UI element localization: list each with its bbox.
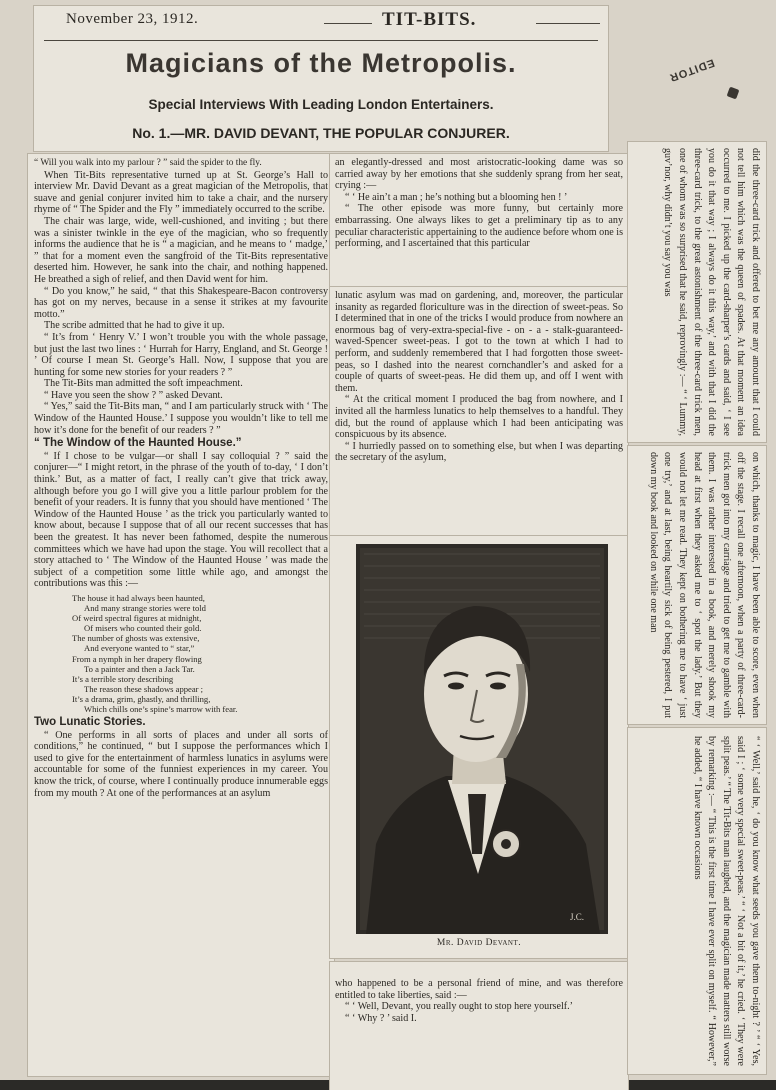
masthead-rule-left [324, 23, 372, 24]
magazine-name: TIT-BITS. [382, 9, 477, 30]
poem-line: And everyone wanted to “ star,” [84, 643, 195, 654]
paragraph: “ If I chose to be vulgar—or shall I say colloquial ? ” said the conjurer—“ I might retort, in the phrase of the youth of to-day, ‘ I don’t think.’ But, as a matter of fact, I really can’t give that trick away, although before you go I will give you a little parlour problem for the benefit of your readers. It is funny that you should have mentioned ‘ The Window of the Haunted House ’ as the trick you particularly wanted to know about, because I suppose that of all our recent successes that has been the greatest. It has never been fathomed, despite the numerous committees which we have had upon the stage. You will recollect that a story attached to ‘ The Window of the Haunted House ’ was made the subject of a competition some little while ago, and amongst the contributions was this :— [34, 450, 328, 590]
poem-line: Which chills one’s spine’s marrow with fear. [84, 704, 238, 714]
masthead [34, 6, 608, 151]
poem-line: It’s a terrible story describing [72, 673, 174, 684]
poem-line: And many strange stories were told [84, 603, 206, 614]
poem-line: The reason these shadows appear ; [84, 683, 204, 694]
rotated-text [634, 736, 762, 1066]
portrait-panel [330, 536, 628, 958]
paragraph: When Tit-Bits representative turned up at St. George’s Hall to interview Mr. David Devant as a great magician of the Metropolis, that suave and genial conjurer invited him to take a chair, and the nursery rhyme of “ The Spider and the Fly ” immediately occurred to the scribe. [34, 169, 328, 216]
poem-line: To a painter and then a Jack Tar. [84, 663, 195, 674]
masthead-rule-right [536, 23, 600, 24]
portrait-caption: Mr. David Devant. [436, 938, 522, 948]
paragraph: The scribe admitted that he had to give it up. [44, 320, 225, 332]
series-line: No. 1.—MR. DAVID DEVANT, THE POPULAR CONJURER. [132, 125, 510, 141]
column-two-top [330, 154, 628, 287]
subheading: Two Lunatic Stories. [34, 716, 146, 729]
rotated-text [634, 452, 762, 718]
poem [72, 593, 328, 714]
paragraph: lunatic asylum was mad on gardening, and, moreover, the particular insanity as regarded floriculture was in the direction of sweet-peas. So I determined that in one of the tricks I would produce from nowhere an enormous bag of very-extra-special-five - on - a - stalk-guaranteed-waved-Spencer sweet-peas. I got to the town at which I had to perform, and suddenly remembered that I had forgotten those sweet-peas, so I dashed into the nearest cornchandler’s and asked for a couple of quarts of sweet-peas. He did them up, and off I went with them. [335, 290, 623, 394]
paragraph: “ The other episode was more funny, but certainly more embarrassing. One always likes to get a preliminary tip as to any peculiar characteristic appertaining to the audience before whom one is performing, and I ascertained that this particular [335, 203, 623, 250]
paragraph: “ Yes,” said the Tit-Bits man, “ and I am particularly struck with ‘ The Window of the Haunted House.’ I suppose you wouldn’t like to tell me how it’s done for the benefit of our readers ? ” [34, 401, 328, 436]
paragraph: “ Do you know,” he said, “ that this Shakespeare-Bacon controversy has got on my nerves, because in a sense it strikes at my favourite motto.” [34, 285, 328, 320]
paragraph: “ One performs in all sorts of places and under all sorts of conditions,” he continued, “ but I suppose the performances which I used to give for the entertainment of harmless lunatics in asylums were accountable for some of the funniest experiences in my career. You know the trick, of course, where I continually produce innumerable eggs from my mouth ? At one of the performances at an asylum [34, 729, 328, 799]
subheading: “ The Window of the Haunted House.” [34, 437, 242, 450]
poem-line: It’s a drama, grim, ghastly, and thrilling, [72, 693, 211, 704]
stamp-text: EDITOR [667, 56, 716, 84]
paragraph: “ ‘ Why ? ’ said I. [345, 1012, 417, 1024]
paragraph: did the three-card trick and offered to bet me any amount that I could not tell him which was the queen of spades. At that moment an idea occurred to me. I picked up the card-sharper’s cards and said, ‘ I see you do it that way ; I always do it this way,’ and with that I did the three-card trick, to the great astonishment of the three-card trick men, one of whom was so surprised that he said, reprovingly :— “ ‘ Lummy, guv’nor, why didn’t you say you was [662, 148, 761, 436]
poem-line: From a nymph in her drapery flowing [72, 653, 202, 664]
column-two-middle [330, 287, 628, 536]
paragraph: “ ‘ He ain’t a man ; he’s nothing but a blooming hen ! ’ [345, 191, 568, 203]
paragraph: an elegantly-dressed and most aristocratic-looking dame was so carried away by her emotions that she suddenly sprang from her seat, crying :— [335, 157, 623, 192]
paragraph: “ ‘ Well,’ said he, ‘ do you know what seeds you gave them to-night ? ’ “ ‘ Yes, said I ; ‘ some very special sweet-peas.’ “ ‘ Not a bit of it,’ he cried. ‘ They were split peas.’ “ The Tit-Bits man laughed, and the magician made matters still worse by remarking :— “ This is the first time I have ever split on myself. “ However,” he added, “ I have known occasions [691, 736, 761, 1066]
rotated-column-top [628, 142, 766, 442]
paragraph: “ ‘ Well, Devant, you really ought to stop here yourself.’ [345, 1001, 574, 1013]
paragraph: “ Have you seen the show ? ” asked Devant. [44, 389, 223, 401]
ink-mark [727, 87, 740, 100]
poem-line: The house it had always been haunted, [72, 592, 205, 603]
paragraph: “ I hurriedly passed on to something else, but when I was departing the secretary of the asylum, [335, 440, 623, 464]
article-title: Magicians of the Metropolis. [125, 48, 517, 78]
column-two-bottom [330, 962, 628, 1090]
rotated-column-bottom [628, 728, 766, 1074]
paragraph: The chair was large, wide, well-cushioned, and inviting ; but there was a sinister twinkle in the eye of the magician, who so frequently informs the audience that he is “ a magician, and he means to ‘ madge,’ ” that for a moment even the sangfroid of the Tit-Bits representative deserted him. However, he sank into the chair, and nothing happened. He breathed a sigh of relief, and then David went for him. [34, 215, 328, 285]
paragraph: “ It’s from ‘ Henry V.’ I won’t trouble you with the whole passage, but just the last two lines : ‘ Hurrah for Harry, England, and St. George ! ’ Of course I mean St. George’s Hall. Now, I suppose that you are hunting for some new stories for your readers ? ” [34, 331, 328, 378]
epigraph: “ Will you walk into my parlour ? ” said the spider to the fly. [34, 158, 262, 168]
paragraph: who happened to be a personal friend of mine, and was therefore entitled to take liberties, said :— [335, 978, 623, 1001]
rotated-column-middle [628, 446, 766, 724]
poem-line: Of weird spectral figures at midnight, [72, 613, 202, 624]
column-one [28, 154, 334, 1076]
paragraph: The Tit-Bits man admitted the soft impeachment. [44, 378, 243, 390]
paragraph: on which, thanks to magic, I have been able to score, even when off the stage. I recall one afternoon, when a party of three-card-trick men got into my carriage and tried to get me to gamble with them. I was rather interested in a book, and merely shook my head at first when they asked me to ‘ spot the lady.’ But they would not let me read. They kept on bothering me to have ‘ just one try,’ and at last, being heartily sick of being pestered, I put down my book and looked on while one man [647, 452, 761, 718]
artist-signature: J.C. [570, 912, 585, 922]
poem-line: The number of ghosts was extensive, [72, 633, 200, 644]
paragraph: “ At the critical moment I produced the bag from nowhere, and I invited all the harmless lunatics to help themselves to a handful. They did, but the round of applause which I had been anticipating was conspicuous by its absence. [335, 394, 623, 441]
article-subtitle: Special Interviews With Leading London Entertainers. [148, 97, 494, 112]
rotated-text [634, 148, 762, 436]
poem-line: Of misers who counted their gold. [84, 623, 202, 634]
issue-date: November 23, 1912. [66, 11, 199, 27]
portrait-illustration [356, 544, 608, 934]
editor-stamp [667, 56, 716, 83]
masthead-top-border [44, 40, 598, 41]
